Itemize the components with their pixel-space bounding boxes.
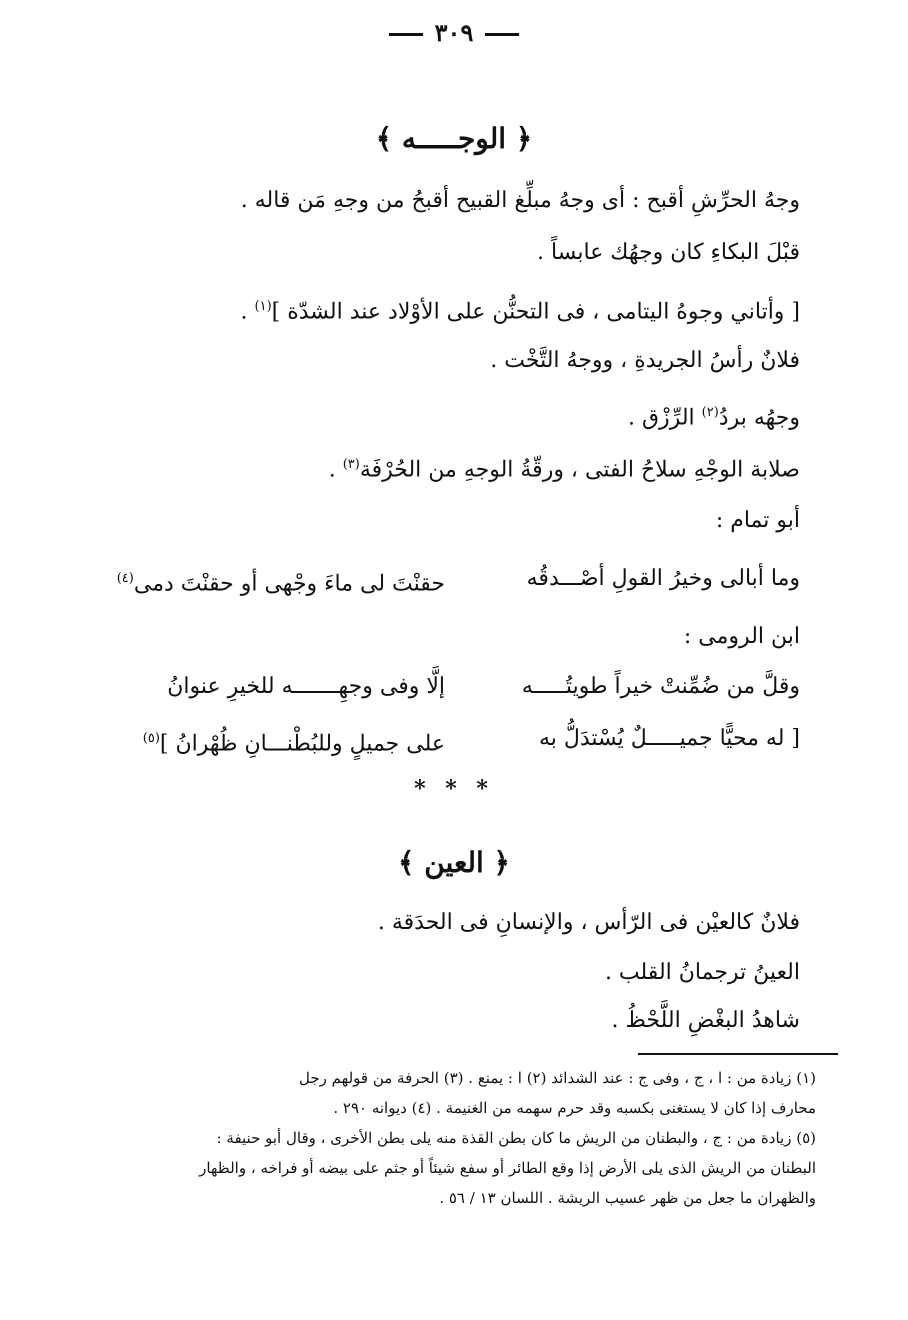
footnote-line: (١) زيادة من : ا ، ج ، وفى ج : عند الشدائد (٢) ا : يمنع . (٣) الحرفة من قولهم رجل: [299, 1069, 816, 1087]
page-number: [0, 18, 908, 47]
verse-text: على جميلٍ وللبُطْنـــانِ ظُهْرانُ ]: [159, 731, 445, 757]
text-line-content: [ وأتاني وجوهُ اليتامى ، فى التحنُّن على الأوْلاد عند الشدّة ]: [271, 299, 800, 325]
footnote-line: محارف إذا كان لا يستغنى بكسبه وقد حرم سهمه من الغنيمة . (٤) ديوانه ٢٩٠ .: [333, 1099, 816, 1117]
verse-line: [100, 562, 800, 596]
text-line-content: صلابة الوجْهِ سلاحُ الفتى ، ورقّةُ الوجهِ من الحُرْفَة: [359, 457, 800, 483]
footnote-line: البطنان من الريش الذى يلى الأرض إذا وقع الطائر أو سفع شيئاً أو جثم على بيضه أو فراخه ، والظهار: [199, 1159, 816, 1177]
page-number-text: ٣٠٩: [434, 18, 474, 47]
verse-hemistich-first: وقلَّ من ضُمِّنتْ خيراً طويتُـــــه: [521, 674, 800, 699]
footnote-mark: (٤): [116, 571, 134, 586]
section-separator: * * *: [414, 776, 494, 802]
text-line: وجهُ الحرِّشِ أقبح : أى وجهُ مبلِّغ القبيح أقبحُ من وجهِ مَن قاله .: [240, 188, 800, 213]
dash-left: [389, 33, 423, 36]
section-title-face: ﴿ الوجـــــه ﴾: [375, 122, 533, 155]
verse-line: [100, 722, 800, 756]
poet-name: أبو تمام :: [715, 508, 800, 533]
verse-text: حقنْتَ لى ماءَ وجْهى أو حقنْتَ دمى: [133, 571, 445, 597]
text-line: العينُ ترجمانُ القلب .: [604, 960, 800, 985]
text-line: فلانٌ رأسُ الجريدةِ ، ووجهُ التَّخْت .: [490, 348, 800, 373]
footnote-mark: (٣): [342, 457, 360, 472]
text-line: [ وأتاني وجوهُ اليتامى ، فى التحنُّن على الأوْلاد عند الشدّة ]$^{(١)}$ .: [240, 299, 800, 325]
footnote-line: (٥) زيادة من : ج ، والبطنان من الريش ما كان بطن القذة منه يلى بطن الأخرى ، وقال أبو حنيفة :: [216, 1129, 816, 1147]
verse-hemistich-first: [ له محيًّا جميـــــلٌ يُسْتدَلُّ به: [538, 726, 800, 751]
footnote-mark: (١): [254, 299, 272, 314]
verse-hemistich-second: [100, 722, 445, 761]
text-line-content: الرِّزْق .: [628, 405, 695, 431]
text-line: شاهدُ البغْضِ اللَّحْظُ .: [611, 1008, 800, 1033]
text-line-content: وجهُه بردُ: [718, 405, 800, 431]
text-line: صلابة الوجْهِ سلاحُ الفتى ، ورقّةُ الوجهِ من الحُرْفَة$^{(٣)}$ .: [328, 457, 800, 483]
text-line: قبْلَ البكاءِ كان وجهُك عابساً .: [537, 240, 800, 265]
verse-hemistich-first: وما أبالى وخيرُ القولِ أصْـــدقُه: [526, 566, 800, 591]
footnote-rule: [638, 1053, 838, 1055]
section-title-eye: ﴿ العين ﴾: [398, 846, 510, 879]
footnote-mark: (٥): [142, 731, 160, 746]
verse-line: [100, 670, 800, 704]
text-line: فلانٌ كالعيْن فى الرّأس ، والإنسانِ فى الحدَقة .: [377, 910, 800, 935]
verse-hemistich-second: إلَّا وفى وجهِـــــــه للخيرِ عنوانُ: [167, 674, 445, 699]
dash-right: [485, 33, 519, 36]
footnote-mark: (٢): [701, 405, 719, 420]
text-line: [100, 396, 800, 435]
verse-hemistich-second: [100, 562, 445, 601]
poet-name: ابن الرومى :: [683, 624, 800, 649]
footnote-line: والظهران ما جعل من ظهر عسيب الريشة . اللسان ١٣ / ٥٦ .: [439, 1189, 816, 1207]
